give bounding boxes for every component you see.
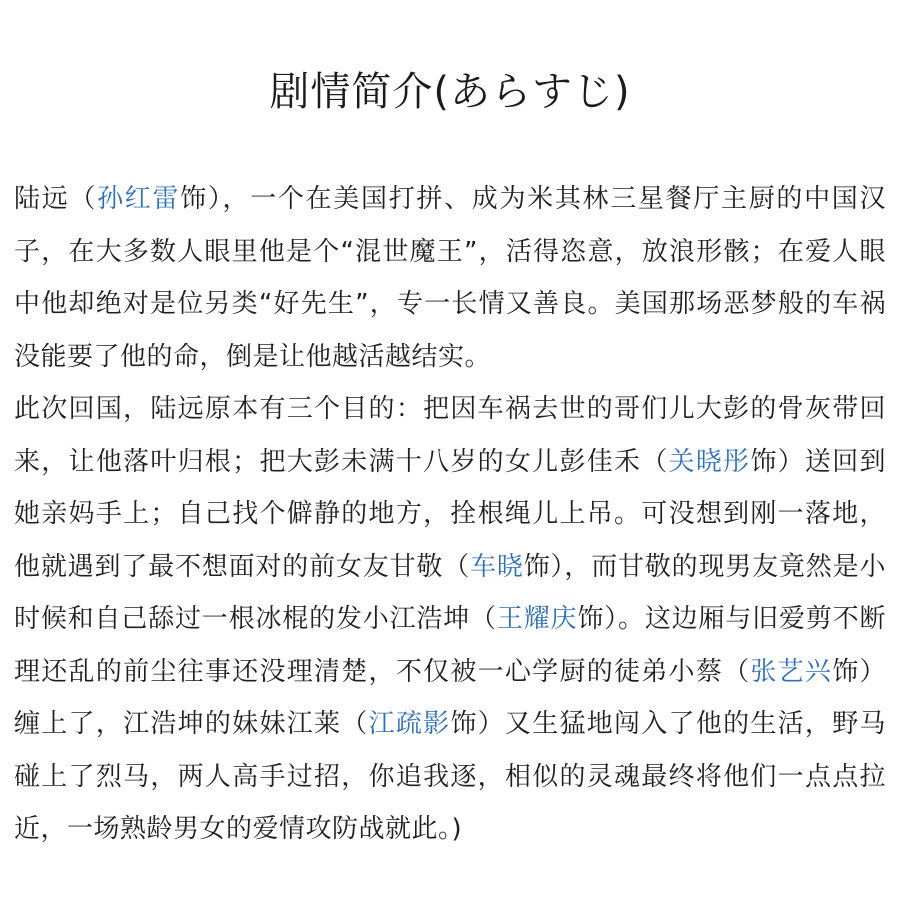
actor-link-che-xiao[interactable]: 车晓 <box>470 551 524 582</box>
paragraph-2-text-3: 饰），而甘敬的现男友竟然是小时候和自己舔过一根冰棍的发小江浩坤（ <box>14 551 886 634</box>
page-title: 剧情简介(あらすじ) <box>269 69 631 115</box>
paragraph-1 <box>14 173 886 383</box>
paragraph-2-text-2: 饰）送回到她亲妈手上；自己找个僻静的地方，拴根绳儿上吊。可没想到刚一落地，他就遇到了最不想面对的前女友甘敬（ <box>14 446 886 582</box>
synopsis-body <box>14 173 886 856</box>
actor-link-sun-honglei[interactable]: 孙红雷 <box>97 184 181 214</box>
paragraph-2 <box>14 383 886 856</box>
paragraph-2-text-1: 此次回国，陆远原本有三个目的：把因车祸去世的哥们儿大彭的骨灰带回来，让他落叶归根；把大彭未满十八岁的女儿彭佳禾（ <box>14 394 886 477</box>
paragraph-1-text-1: 陆远（ <box>14 184 98 214</box>
actor-link-zhang-yixing[interactable]: 张艺兴 <box>750 656 833 687</box>
paragraph-2-text-4: 饰）。这边厢与旧爱剪不断理还乱的前尘往事还没理清楚，不仅被一心学厨的徒弟小蔡（ <box>14 604 886 687</box>
actor-link-jiang-shuying[interactable]: 江疏影 <box>368 709 451 739</box>
actor-link-guan-xiaotong[interactable]: 关晓彤 <box>668 446 751 477</box>
paragraph-2-text-5: 饰）缠上了，江浩坤的妹妹江莱（ <box>14 656 886 739</box>
actor-link-wang-yaoqing[interactable]: 王耀庆 <box>496 604 578 634</box>
paragraph-1-text-2: 饰），一个在美国打拼、成为米其林三星餐厅主厨的中国汉子，在大多数人眼里他是个“混世魔王”，活得恣意，放浪形骸；在爱人眼中他却绝对是位另类“好先生”，专一长情又善良。美国那场恶梦般的车祸没能要了他的命，倒是让他越活越结实。 <box>14 184 886 372</box>
paragraph-2-text-6: 饰）又生猛地闯入了他的生活，野马碰上了烈马，两人高手过招，你追我逐，相似的灵魂最终将他们一点点拉近，一场熟龄男女的爱情攻防战就此。) <box>14 709 886 844</box>
